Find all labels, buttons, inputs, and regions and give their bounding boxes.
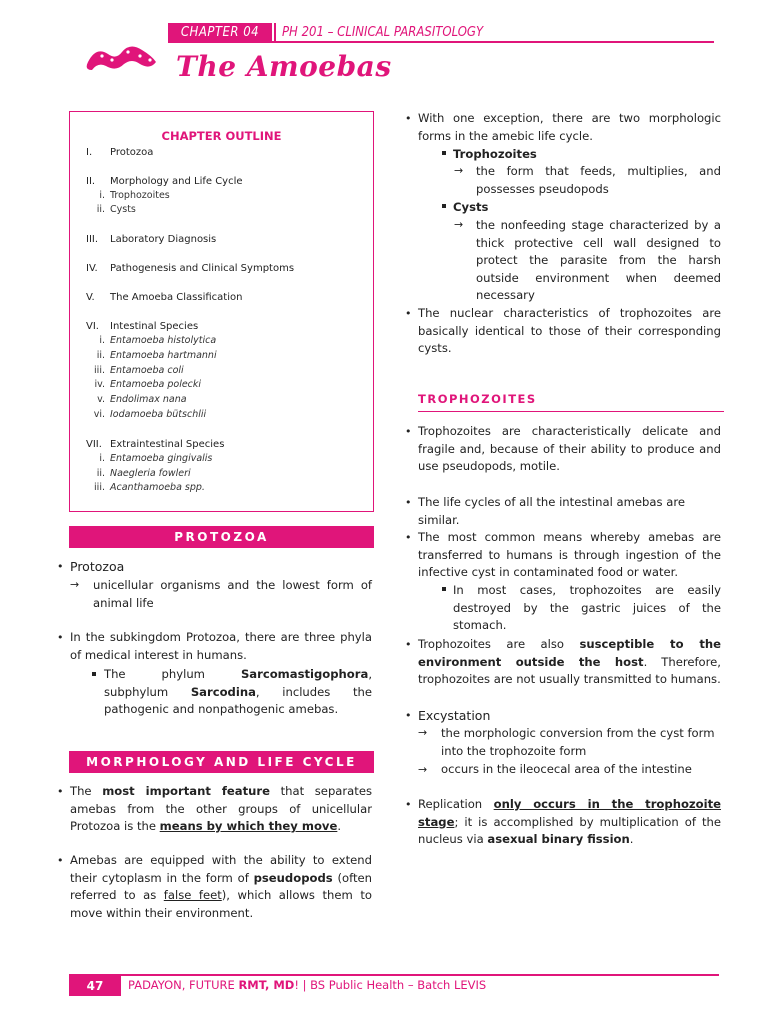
common-means-text: The most common means whereby amebas are transferred to humans is through ingestion of the infective cyst in contaminated food or water. [418, 530, 721, 579]
replication-text: Replication only occurs in the trophozoite stage; it is accomplished by multiplication of the nucleus via asexual binary fission. [418, 797, 722, 846]
excystation-term: Excystation [418, 708, 491, 723]
bullet-icon: • [405, 531, 412, 544]
bullet-icon: • [405, 112, 412, 125]
lifecycles-text: The life cycles of all the intestinal amebas are similar. [418, 495, 685, 527]
bullet-icon: • [57, 560, 64, 573]
chapter-outline-box: CHAPTER OUTLINE I. Protozoa II. Morphology and Life Cycle i. Trophozoites ii. Cysts III. Laboratory Diagnosis IV. Pathogenesis and Clinical Symptoms V. The Amoeba Classification VI. Intestinal Species i. Entamoeba histolytica ii. Entamoeba hartmanni iii. Entamoeba coli iv. Entamoeba polecki v. Endolimax nana vi. Iodamoeba bütschlii VII. Extraintestinal Species i. Entamoeba gingivalis ii. Naegleria fowleri iii. Acanthamoeba spp. [69, 111, 374, 512]
section-header-trophozoites: TROPHOZOITES [418, 392, 537, 406]
pseudopods-text: Amebas are equipped with the ability to extend their cytoplasm in the form of pseudopods (often referred to as false feet), which allows them to move within their environment. [70, 853, 372, 920]
cysts-term: Cysts [453, 200, 489, 214]
chapter-label: CHAPTER 04 [168, 23, 272, 43]
outline-title: CHAPTER OUTLINE [161, 129, 282, 143]
amoeba-worm-icon [82, 40, 162, 76]
bullet-icon: • [57, 785, 64, 798]
protozoa-term: Protozoa [70, 559, 125, 574]
footer-text: PADAYON, FUTURE RMT, MD! | BS Public Health – Batch LEVIS [128, 978, 487, 992]
page-number: 47 [69, 976, 121, 996]
footer-rule [69, 974, 719, 976]
subkingdom-text: In the subkingdom Protozoa, there are three phyla of medical interest in humans. [70, 630, 372, 662]
arrow-icon: → [418, 726, 428, 739]
header-divider [274, 23, 276, 43]
feature-text: The most important feature that separates amebas from the other groups of unicellular Protozoa is the means by which they move. [70, 784, 372, 833]
trophozoites-term: Trophozoites [453, 147, 537, 161]
protozoa-definition: unicellular organisms and the lowest form of animal life [93, 578, 372, 610]
bullet-icon: • [405, 798, 412, 811]
bullet-icon: • [405, 496, 412, 509]
section-header-morphology: MORPHOLOGY AND LIFE CYCLE [69, 751, 374, 773]
excystation-location: occurs in the ileocecal area of the intestine [441, 762, 692, 776]
nuclear-text: The nuclear characteristics of trophozoites are basically identical to those of their corresponding cysts. [418, 306, 721, 355]
bullet-icon: • [57, 854, 64, 867]
section-rule [418, 411, 724, 412]
bullet-icon: • [405, 425, 412, 438]
square-bullet-icon [442, 587, 446, 591]
delicate-text: Trophozoites are characteristically delicate and fragile and, because of their ability to produce and use pseudopods, motile. [418, 424, 721, 473]
square-bullet-icon [92, 672, 96, 676]
bullet-icon: • [405, 709, 412, 722]
arrow-icon: → [454, 164, 464, 177]
section-header-protozoa: PROTOZOA [69, 526, 374, 548]
bullet-icon: • [405, 307, 412, 320]
header-rule [272, 41, 714, 43]
course-label: PH 201 – CLINICAL PARASITOLOGY [282, 25, 484, 40]
forms-text: With one exception, there are two morphologic forms in the amebic life cycle. [418, 111, 721, 143]
chapter-header [168, 23, 714, 45]
arrow-icon: → [70, 578, 80, 591]
bullet-icon: • [57, 631, 64, 644]
bullet-icon: • [405, 638, 412, 651]
phylum-text: The phylum Sarcomastigophora, subphylum Sarcodina, includes the pathogenic and nonpathogenic amebas. [104, 667, 372, 716]
trophozoites-definition: the form that feeds, multiplies, and possesses pseudopods [476, 164, 721, 196]
arrow-icon: → [418, 763, 428, 776]
excystation-definition: the morphologic conversion from the cyst form into the trophozoite form [441, 726, 715, 758]
most-cases-text: In most cases, trophozoites are easily destroyed by the gastric juices of the stomach. [453, 583, 721, 632]
susceptible-text: Trophozoites are also susceptible to the environment outside the host. Therefore, trophozoites are not usually transmitted to humans. [418, 637, 722, 686]
square-bullet-icon [442, 151, 446, 155]
square-bullet-icon [442, 204, 446, 208]
cysts-definition: the nonfeeding stage characterized by a thick protective cell wall designed to protect the parasite from the harsh outside environment when deemed necessary [476, 218, 721, 302]
arrow-icon: → [454, 218, 464, 231]
page-title: The Amoebas [176, 50, 392, 83]
